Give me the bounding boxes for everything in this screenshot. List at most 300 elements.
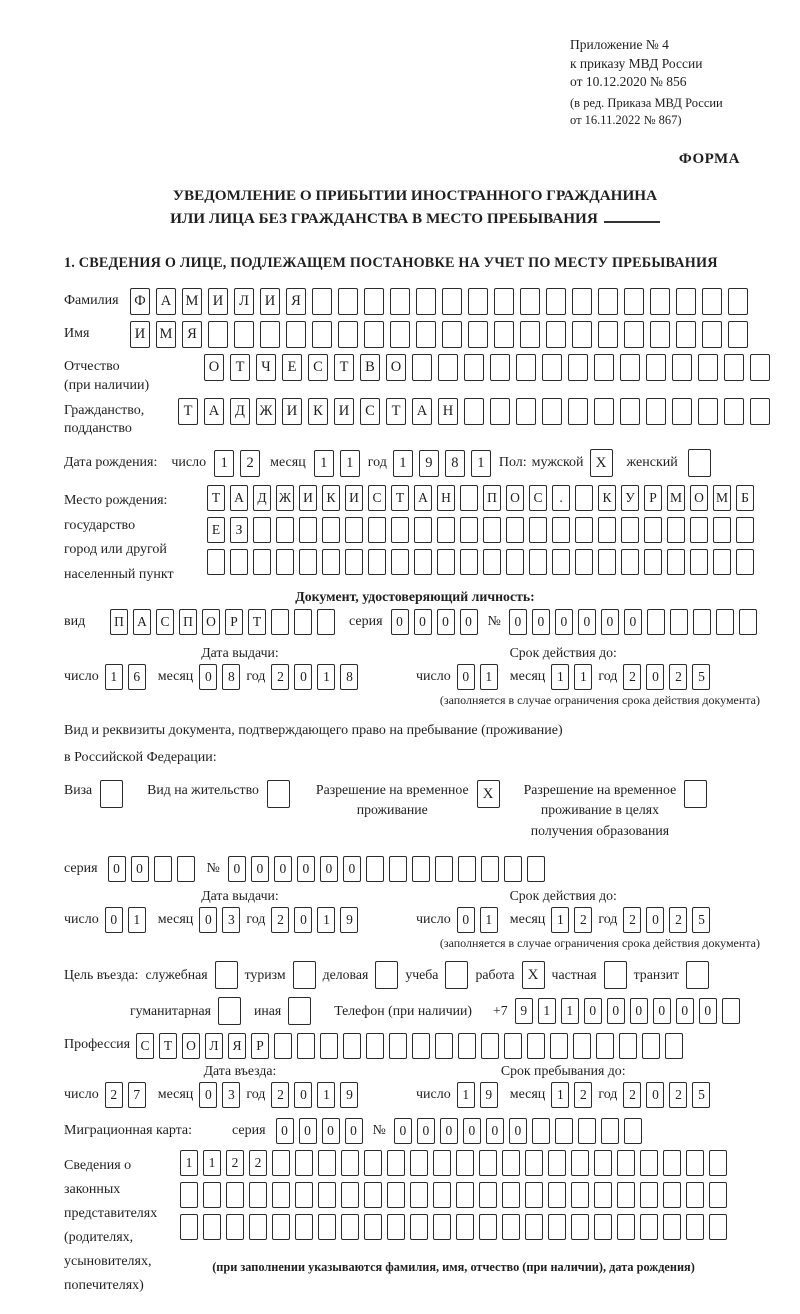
char-cell[interactable] <box>490 354 510 381</box>
char-cell[interactable] <box>594 398 614 425</box>
char-cell[interactable] <box>154 856 172 882</box>
char-cell[interactable] <box>575 485 593 511</box>
char-cell[interactable] <box>575 517 593 543</box>
char-cell[interactable]: О <box>182 1033 200 1059</box>
char-cell[interactable] <box>494 288 514 315</box>
char-cell[interactable]: Т <box>207 485 225 511</box>
char-cell[interactable] <box>676 321 696 348</box>
char-cell[interactable] <box>364 1182 382 1208</box>
char-cell[interactable] <box>573 1033 591 1059</box>
char-cell[interactable]: С <box>156 609 174 635</box>
char-cell[interactable] <box>617 1182 635 1208</box>
char-cell[interactable]: К <box>308 398 328 425</box>
char-cell[interactable] <box>520 288 540 315</box>
char-cell[interactable]: А <box>133 609 151 635</box>
char-cell[interactable] <box>722 998 740 1024</box>
char-cell[interactable]: Р <box>225 609 243 635</box>
char-cell[interactable]: 5 <box>692 907 710 933</box>
char-cell[interactable] <box>624 321 644 348</box>
char-cell[interactable]: 0 <box>294 907 312 933</box>
female-checkbox[interactable] <box>688 449 711 477</box>
char-cell[interactable] <box>525 1182 543 1208</box>
char-cell[interactable] <box>736 549 754 575</box>
char-cell[interactable]: П <box>179 609 197 635</box>
purpose-business-official-checkbox[interactable] <box>215 961 238 989</box>
char-cell[interactable] <box>234 321 254 348</box>
char-cell[interactable] <box>532 1118 550 1144</box>
char-cell[interactable] <box>456 1182 474 1208</box>
char-cell[interactable]: 0 <box>228 856 246 882</box>
char-cell[interactable] <box>410 1214 428 1240</box>
char-cell[interactable]: 2 <box>574 907 592 933</box>
char-cell[interactable] <box>387 1214 405 1240</box>
char-cell[interactable] <box>294 609 312 635</box>
char-cell[interactable]: 0 <box>417 1118 435 1144</box>
char-cell[interactable]: 0 <box>646 664 664 690</box>
char-cell[interactable]: 9 <box>480 1082 498 1108</box>
char-cell[interactable] <box>341 1182 359 1208</box>
char-cell[interactable] <box>366 1033 384 1059</box>
char-cell[interactable] <box>516 398 536 425</box>
char-cell[interactable]: Т <box>386 398 406 425</box>
char-cell[interactable] <box>494 321 514 348</box>
char-cell[interactable] <box>516 354 536 381</box>
char-cell[interactable] <box>670 609 688 635</box>
char-cell[interactable] <box>416 288 436 315</box>
char-cell[interactable] <box>624 288 644 315</box>
char-cell[interactable] <box>389 856 407 882</box>
char-cell[interactable] <box>203 1182 221 1208</box>
char-cell[interactable]: Л <box>205 1033 223 1059</box>
char-cell[interactable] <box>506 549 524 575</box>
char-cell[interactable]: 0 <box>320 856 338 882</box>
purpose-tourism-checkbox[interactable] <box>293 961 316 989</box>
purpose-transit-checkbox[interactable] <box>686 961 709 989</box>
char-cell[interactable] <box>272 1182 290 1208</box>
char-cell[interactable]: 0 <box>457 907 475 933</box>
char-cell[interactable]: 1 <box>203 1150 221 1176</box>
char-cell[interactable] <box>276 517 294 543</box>
char-cell[interactable] <box>391 549 409 575</box>
char-cell[interactable] <box>410 1182 428 1208</box>
char-cell[interactable] <box>571 1182 589 1208</box>
char-cell[interactable] <box>646 354 666 381</box>
char-cell[interactable]: О <box>690 485 708 511</box>
char-cell[interactable] <box>594 354 614 381</box>
char-cell[interactable]: 8 <box>445 450 465 477</box>
char-cell[interactable]: 0 <box>199 907 217 933</box>
char-cell[interactable]: А <box>412 398 432 425</box>
char-cell[interactable] <box>338 321 358 348</box>
char-cell[interactable]: . <box>552 485 570 511</box>
char-cell[interactable]: З <box>230 517 248 543</box>
char-cell[interactable]: К <box>322 485 340 511</box>
char-cell[interactable]: 0 <box>199 664 217 690</box>
char-cell[interactable] <box>322 517 340 543</box>
char-cell[interactable] <box>548 1182 566 1208</box>
char-cell[interactable] <box>364 288 384 315</box>
char-cell[interactable] <box>650 321 670 348</box>
char-cell[interactable] <box>177 856 195 882</box>
char-cell[interactable] <box>647 609 665 635</box>
char-cell[interactable]: 7 <box>128 1082 146 1108</box>
char-cell[interactable]: С <box>368 485 386 511</box>
char-cell[interactable] <box>739 609 757 635</box>
char-cell[interactable] <box>601 1118 619 1144</box>
char-cell[interactable] <box>663 1214 681 1240</box>
char-cell[interactable] <box>568 354 588 381</box>
char-cell[interactable] <box>520 321 540 348</box>
char-cell[interactable] <box>456 1214 474 1240</box>
char-cell[interactable]: О <box>386 354 406 381</box>
char-cell[interactable]: 2 <box>623 1082 641 1108</box>
char-cell[interactable] <box>208 321 228 348</box>
char-cell[interactable]: 0 <box>646 1082 664 1108</box>
char-cell[interactable] <box>345 549 363 575</box>
char-cell[interactable]: Н <box>437 485 455 511</box>
char-cell[interactable] <box>672 354 692 381</box>
char-cell[interactable] <box>702 288 722 315</box>
char-cell[interactable] <box>435 856 453 882</box>
char-cell[interactable] <box>676 288 696 315</box>
char-cell[interactable] <box>366 856 384 882</box>
char-cell[interactable] <box>412 856 430 882</box>
char-cell[interactable]: Р <box>644 485 662 511</box>
char-cell[interactable]: 0 <box>294 664 312 690</box>
char-cell[interactable] <box>552 517 570 543</box>
char-cell[interactable] <box>433 1214 451 1240</box>
char-cell[interactable]: Д <box>253 485 271 511</box>
char-cell[interactable] <box>412 1033 430 1059</box>
char-cell[interactable] <box>621 517 639 543</box>
char-cell[interactable]: М <box>182 288 202 315</box>
char-cell[interactable]: 0 <box>699 998 717 1024</box>
char-cell[interactable] <box>416 321 436 348</box>
char-cell[interactable]: 1 <box>551 907 569 933</box>
char-cell[interactable] <box>297 1033 315 1059</box>
char-cell[interactable] <box>568 398 588 425</box>
char-cell[interactable]: 2 <box>249 1150 267 1176</box>
char-cell[interactable]: 2 <box>105 1082 123 1108</box>
char-cell[interactable] <box>442 321 462 348</box>
char-cell[interactable] <box>686 1214 704 1240</box>
char-cell[interactable] <box>542 398 562 425</box>
char-cell[interactable]: Я <box>182 321 202 348</box>
char-cell[interactable] <box>345 517 363 543</box>
char-cell[interactable] <box>433 1182 451 1208</box>
char-cell[interactable]: 0 <box>299 1118 317 1144</box>
char-cell[interactable]: 9 <box>515 998 533 1024</box>
char-cell[interactable]: А <box>230 485 248 511</box>
char-cell[interactable] <box>253 549 271 575</box>
char-cell[interactable]: 8 <box>222 664 240 690</box>
char-cell[interactable]: О <box>204 354 224 381</box>
char-cell[interactable] <box>690 549 708 575</box>
char-cell[interactable] <box>460 549 478 575</box>
char-cell[interactable]: С <box>136 1033 154 1059</box>
char-cell[interactable]: И <box>334 398 354 425</box>
char-cell[interactable] <box>724 354 744 381</box>
char-cell[interactable]: С <box>360 398 380 425</box>
char-cell[interactable]: 0 <box>463 1118 481 1144</box>
char-cell[interactable] <box>750 398 770 425</box>
char-cell[interactable]: П <box>483 485 501 511</box>
char-cell[interactable] <box>548 1214 566 1240</box>
char-cell[interactable] <box>343 1033 361 1059</box>
char-cell[interactable] <box>272 1214 290 1240</box>
char-cell[interactable] <box>253 517 271 543</box>
char-cell[interactable] <box>598 288 618 315</box>
char-cell[interactable] <box>624 1118 642 1144</box>
char-cell[interactable] <box>596 1033 614 1059</box>
char-cell[interactable] <box>686 1182 704 1208</box>
char-cell[interactable]: А <box>156 288 176 315</box>
char-cell[interactable] <box>667 517 685 543</box>
char-cell[interactable] <box>542 354 562 381</box>
char-cell[interactable] <box>368 549 386 575</box>
char-cell[interactable]: 1 <box>551 1082 569 1108</box>
visa-checkbox[interactable] <box>100 780 123 808</box>
char-cell[interactable]: Ж <box>256 398 276 425</box>
char-cell[interactable]: 1 <box>538 998 556 1024</box>
char-cell[interactable]: 1 <box>561 998 579 1024</box>
char-cell[interactable] <box>364 321 384 348</box>
char-cell[interactable] <box>230 549 248 575</box>
char-cell[interactable]: 0 <box>653 998 671 1024</box>
char-cell[interactable]: 3 <box>222 907 240 933</box>
char-cell[interactable]: 0 <box>276 1118 294 1144</box>
char-cell[interactable] <box>458 856 476 882</box>
char-cell[interactable] <box>621 549 639 575</box>
char-cell[interactable]: Я <box>286 288 306 315</box>
char-cell[interactable]: О <box>506 485 524 511</box>
char-cell[interactable]: 1 <box>314 450 334 477</box>
char-cell[interactable] <box>318 1214 336 1240</box>
char-cell[interactable] <box>572 288 592 315</box>
char-cell[interactable] <box>620 398 640 425</box>
char-cell[interactable]: 1 <box>317 664 335 690</box>
char-cell[interactable]: К <box>598 485 616 511</box>
char-cell[interactable]: 0 <box>343 856 361 882</box>
char-cell[interactable]: В <box>360 354 380 381</box>
char-cell[interactable] <box>529 517 547 543</box>
char-cell[interactable] <box>312 288 332 315</box>
char-cell[interactable]: И <box>208 288 228 315</box>
char-cell[interactable]: 0 <box>509 609 527 635</box>
char-cell[interactable] <box>550 1033 568 1059</box>
char-cell[interactable]: 9 <box>340 1082 358 1108</box>
char-cell[interactable] <box>318 1182 336 1208</box>
char-cell[interactable] <box>504 856 522 882</box>
char-cell[interactable] <box>368 517 386 543</box>
char-cell[interactable] <box>391 517 409 543</box>
char-cell[interactable] <box>640 1214 658 1240</box>
char-cell[interactable]: И <box>282 398 302 425</box>
char-cell[interactable]: 0 <box>578 609 596 635</box>
char-cell[interactable]: С <box>529 485 547 511</box>
char-cell[interactable] <box>693 609 711 635</box>
char-cell[interactable] <box>180 1214 198 1240</box>
char-cell[interactable] <box>504 1033 522 1059</box>
char-cell[interactable]: 5 <box>692 664 710 690</box>
char-cell[interactable]: Т <box>334 354 354 381</box>
char-cell[interactable]: Л <box>234 288 254 315</box>
char-cell[interactable]: 2 <box>271 1082 289 1108</box>
char-cell[interactable] <box>646 398 666 425</box>
char-cell[interactable]: 1 <box>551 664 569 690</box>
char-cell[interactable]: 2 <box>669 907 687 933</box>
char-cell[interactable]: 0 <box>105 907 123 933</box>
char-cell[interactable]: М <box>713 485 731 511</box>
char-cell[interactable] <box>525 1214 543 1240</box>
char-cell[interactable]: 0 <box>646 907 664 933</box>
char-cell[interactable] <box>460 485 478 511</box>
char-cell[interactable]: 0 <box>345 1118 363 1144</box>
char-cell[interactable] <box>312 321 332 348</box>
char-cell[interactable]: 1 <box>480 664 498 690</box>
char-cell[interactable]: 1 <box>393 450 413 477</box>
char-cell[interactable] <box>571 1214 589 1240</box>
char-cell[interactable]: 0 <box>624 609 642 635</box>
char-cell[interactable] <box>750 354 770 381</box>
char-cell[interactable]: 2 <box>574 1082 592 1108</box>
char-cell[interactable] <box>690 517 708 543</box>
char-cell[interactable] <box>295 1214 313 1240</box>
char-cell[interactable] <box>667 549 685 575</box>
purpose-humanitarian-checkbox[interactable] <box>218 997 241 1025</box>
char-cell[interactable] <box>527 1033 545 1059</box>
char-cell[interactable]: 0 <box>676 998 694 1024</box>
char-cell[interactable]: 2 <box>271 664 289 690</box>
char-cell[interactable] <box>672 398 692 425</box>
char-cell[interactable]: М <box>667 485 685 511</box>
char-cell[interactable] <box>464 354 484 381</box>
char-cell[interactable] <box>698 354 718 381</box>
char-cell[interactable] <box>483 549 501 575</box>
char-cell[interactable] <box>713 517 731 543</box>
char-cell[interactable]: 0 <box>607 998 625 1024</box>
char-cell[interactable] <box>663 1182 681 1208</box>
char-cell[interactable] <box>598 517 616 543</box>
char-cell[interactable] <box>728 321 748 348</box>
char-cell[interactable] <box>437 549 455 575</box>
char-cell[interactable]: У <box>621 485 639 511</box>
char-cell[interactable]: 0 <box>322 1118 340 1144</box>
char-cell[interactable]: 0 <box>601 609 619 635</box>
char-cell[interactable] <box>341 1214 359 1240</box>
char-cell[interactable] <box>249 1182 267 1208</box>
char-cell[interactable]: 1 <box>317 907 335 933</box>
char-cell[interactable] <box>529 549 547 575</box>
char-cell[interactable] <box>299 517 317 543</box>
char-cell[interactable] <box>702 321 722 348</box>
char-cell[interactable]: О <box>202 609 220 635</box>
char-cell[interactable]: 1 <box>471 450 491 477</box>
char-cell[interactable] <box>578 1118 596 1144</box>
male-checkbox[interactable]: X <box>590 449 613 477</box>
char-cell[interactable]: Т <box>230 354 250 381</box>
char-cell[interactable] <box>594 1214 612 1240</box>
char-cell[interactable] <box>502 1214 520 1240</box>
char-cell[interactable]: 6 <box>128 664 146 690</box>
char-cell[interactable] <box>546 321 566 348</box>
residence-permit-checkbox[interactable] <box>267 780 290 808</box>
char-cell[interactable]: 1 <box>340 450 360 477</box>
char-cell[interactable]: Д <box>230 398 250 425</box>
char-cell[interactable] <box>260 321 280 348</box>
char-cell[interactable] <box>598 549 616 575</box>
char-cell[interactable]: 0 <box>437 609 455 635</box>
char-cell[interactable] <box>338 288 358 315</box>
char-cell[interactable]: 0 <box>251 856 269 882</box>
char-cell[interactable] <box>709 1214 727 1240</box>
char-cell[interactable] <box>414 549 432 575</box>
char-cell[interactable] <box>271 609 289 635</box>
char-cell[interactable] <box>620 354 640 381</box>
char-cell[interactable] <box>479 1182 497 1208</box>
char-cell[interactable]: И <box>299 485 317 511</box>
char-cell[interactable] <box>180 1182 198 1208</box>
char-cell[interactable]: 0 <box>108 856 126 882</box>
char-cell[interactable]: 0 <box>440 1118 458 1144</box>
char-cell[interactable]: 1 <box>214 450 234 477</box>
char-cell[interactable]: 2 <box>623 664 641 690</box>
char-cell[interactable]: 1 <box>128 907 146 933</box>
char-cell[interactable] <box>464 398 484 425</box>
char-cell[interactable]: 2 <box>669 1082 687 1108</box>
char-cell[interactable] <box>736 517 754 543</box>
char-cell[interactable] <box>317 609 335 635</box>
char-cell[interactable]: И <box>130 321 150 348</box>
char-cell[interactable]: 9 <box>340 907 358 933</box>
char-cell[interactable] <box>555 1118 573 1144</box>
char-cell[interactable] <box>640 1182 658 1208</box>
char-cell[interactable]: 0 <box>584 998 602 1024</box>
char-cell[interactable]: 8 <box>340 664 358 690</box>
char-cell[interactable] <box>435 1033 453 1059</box>
temp-residence-education-checkbox[interactable] <box>684 780 707 808</box>
char-cell[interactable]: 2 <box>226 1150 244 1176</box>
char-cell[interactable]: Я <box>228 1033 246 1059</box>
char-cell[interactable] <box>483 517 501 543</box>
char-cell[interactable] <box>527 856 545 882</box>
char-cell[interactable] <box>389 1033 407 1059</box>
char-cell[interactable] <box>320 1033 338 1059</box>
char-cell[interactable]: 1 <box>180 1150 198 1176</box>
char-cell[interactable]: Т <box>159 1033 177 1059</box>
char-cell[interactable]: Ж <box>276 485 294 511</box>
char-cell[interactable] <box>481 856 499 882</box>
char-cell[interactable] <box>414 517 432 543</box>
char-cell[interactable]: 0 <box>532 609 550 635</box>
char-cell[interactable] <box>713 549 731 575</box>
char-cell[interactable]: 1 <box>317 1082 335 1108</box>
char-cell[interactable] <box>728 288 748 315</box>
char-cell[interactable] <box>546 288 566 315</box>
char-cell[interactable]: 0 <box>199 1082 217 1108</box>
char-cell[interactable] <box>644 549 662 575</box>
char-cell[interactable] <box>552 549 570 575</box>
char-cell[interactable] <box>322 549 340 575</box>
char-cell[interactable] <box>665 1033 683 1059</box>
char-cell[interactable] <box>642 1033 660 1059</box>
char-cell[interactable]: Р <box>251 1033 269 1059</box>
char-cell[interactable] <box>274 1033 292 1059</box>
char-cell[interactable]: 0 <box>509 1118 527 1144</box>
char-cell[interactable] <box>458 1033 476 1059</box>
char-cell[interactable] <box>226 1182 244 1208</box>
char-cell[interactable]: 0 <box>630 998 648 1024</box>
